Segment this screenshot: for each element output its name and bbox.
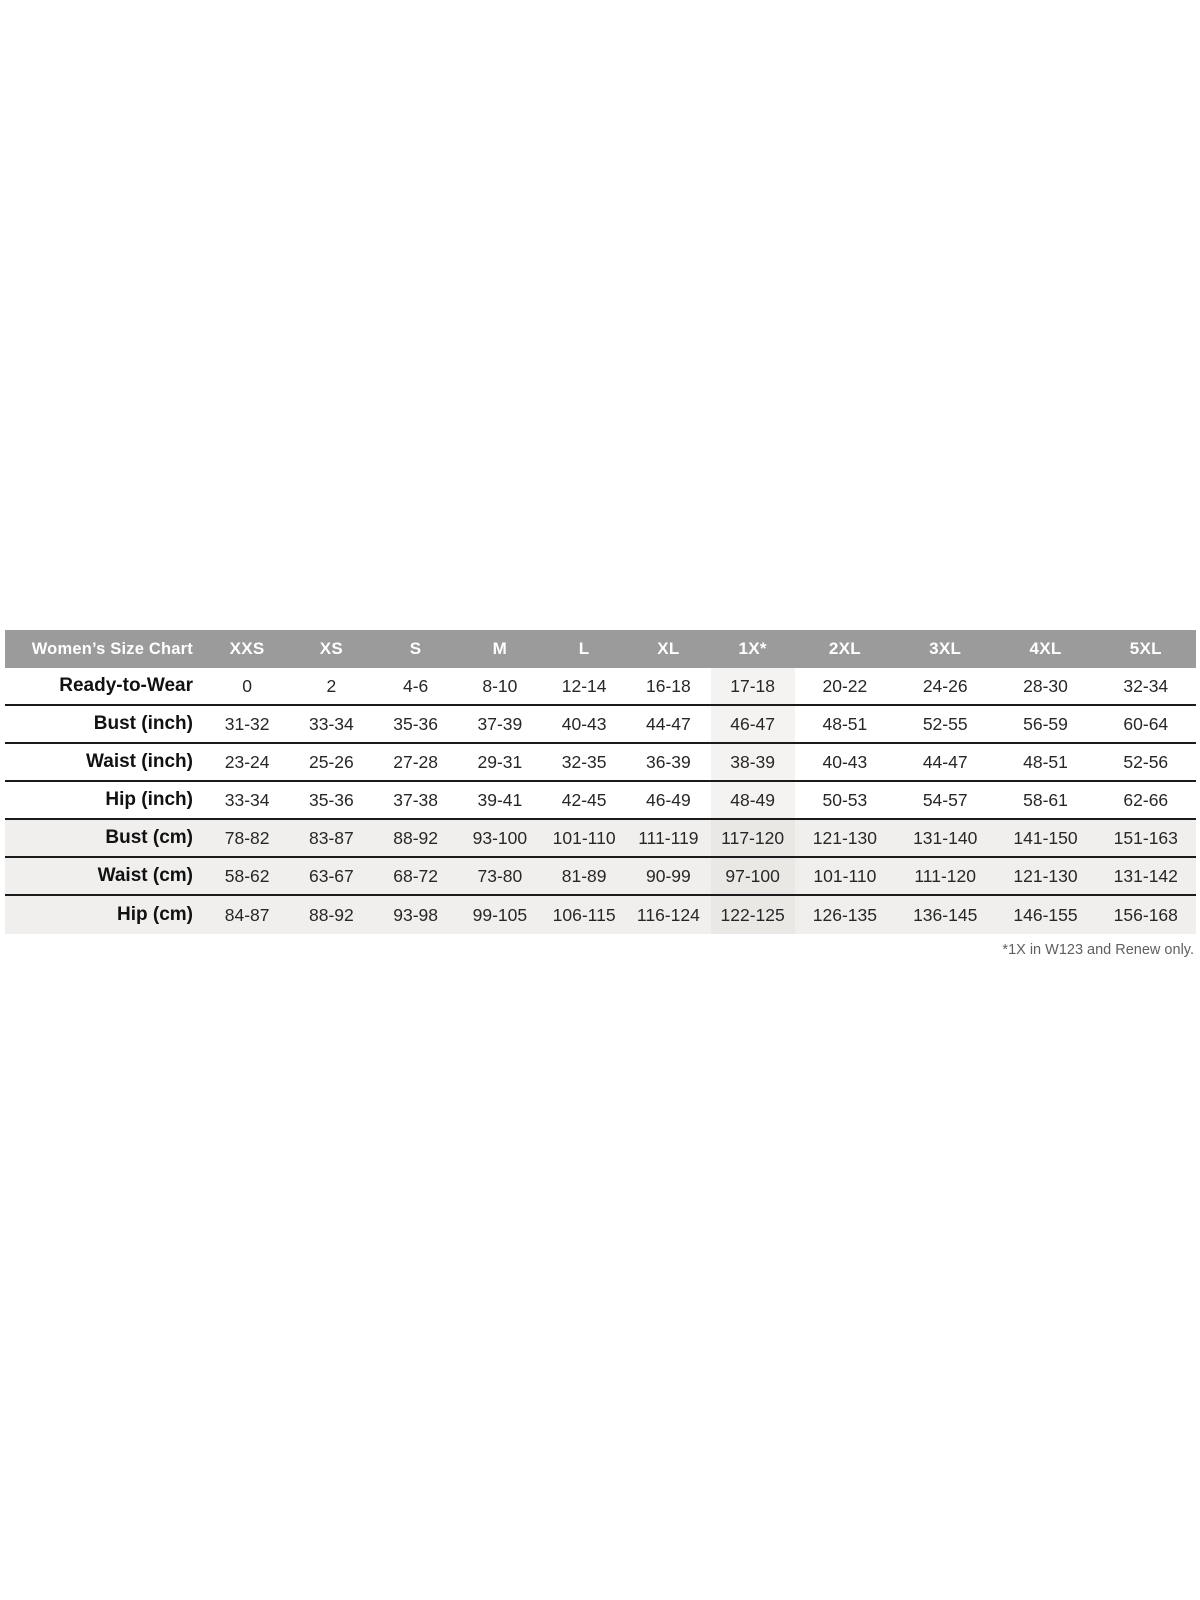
row-label-bust-cm: Bust (cm) [105, 827, 193, 848]
size-column-header-3xl: 3XL [929, 639, 962, 658]
cell-hip-inch-3xl: 54-57 [922, 789, 968, 810]
size-column-header-4xl: 4XL [1029, 639, 1062, 658]
cell-waist-cm-xl: 90-99 [645, 865, 691, 886]
cell-ready-to-wear-1x: 17-18 [711, 668, 795, 704]
cell-hip-cm-xxs: 84-87 [224, 904, 270, 925]
cell-hip-cm-s: 93-98 [393, 904, 438, 925]
cell-bust-cm-m: 93-100 [472, 827, 528, 848]
cell-hip-inch-2xl: 50-53 [822, 789, 868, 810]
womens-size-chart-table [5, 630, 1196, 958]
cell-bust-inch-xl: 44-47 [645, 713, 691, 734]
cell-bust-inch-3xl: 52-55 [922, 713, 968, 734]
cell-bust-cm-xs: 83-87 [308, 827, 354, 848]
size-column-header-2xl: 2XL [828, 639, 861, 658]
cell-bust-cm-5xl: 151-163 [1113, 827, 1178, 848]
cell-waist-cm-m: 73-80 [477, 865, 523, 886]
cell-waist-cm-4xl: 121-130 [1013, 865, 1078, 886]
cell-hip-inch-5xl: 62-66 [1123, 789, 1169, 810]
cell-hip-inch-m: 39-41 [477, 789, 523, 810]
size-column-header-m: M [492, 639, 508, 658]
cell-ready-to-wear-xs: 2 [326, 675, 337, 696]
cell-waist-inch-m: 29-31 [477, 751, 523, 772]
size-chart-header-row [5, 630, 1196, 668]
size-column-header-xxs: XXS [229, 639, 265, 658]
cell-ready-to-wear-xl: 16-18 [645, 675, 691, 696]
cell-waist-inch-5xl: 52-56 [1123, 751, 1169, 772]
cell-bust-inch-2xl: 48-51 [822, 713, 868, 734]
cell-hip-inch-xl: 46-49 [645, 789, 691, 810]
cell-bust-inch-xxs: 31-32 [224, 713, 270, 734]
cell-bust-inch-l: 40-43 [561, 713, 607, 734]
table-row-hip-inch [5, 782, 1196, 820]
size-column-header-s: S [409, 639, 422, 658]
cell-hip-cm-m: 99-105 [472, 904, 528, 925]
row-label-hip-inch: Hip (inch) [105, 789, 193, 810]
cell-bust-cm-2xl: 121-130 [812, 827, 878, 848]
cell-waist-cm-xs: 63-67 [308, 865, 354, 886]
cell-bust-inch-5xl: 60-64 [1123, 713, 1169, 734]
row-label-hip-cm: Hip (cm) [117, 904, 193, 925]
size-chart-footnote: *1X in W123 and Renew only. [1002, 942, 1194, 958]
cell-hip-inch-4xl: 58-61 [1023, 789, 1068, 810]
cell-waist-inch-l: 32-35 [561, 751, 607, 772]
cell-ready-to-wear-xxs: 0 [242, 675, 252, 696]
cell-hip-cm-xs: 88-92 [308, 904, 354, 925]
cell-bust-cm-s: 88-92 [393, 827, 438, 848]
cell-waist-cm-l: 81-89 [561, 865, 607, 886]
cell-bust-inch-4xl: 56-59 [1023, 713, 1068, 734]
cell-hip-cm-xl: 116-124 [636, 904, 700, 925]
table-row-waist-inch [5, 744, 1196, 782]
cell-waist-inch-1x: 38-39 [711, 744, 795, 780]
cell-ready-to-wear-4xl: 28-30 [1023, 675, 1068, 696]
row-label-ready-to-wear: Ready-to-Wear [59, 675, 193, 696]
cell-hip-inch-l: 42-45 [561, 789, 607, 810]
cell-hip-cm-3xl: 136-145 [913, 904, 978, 925]
cell-waist-inch-xxs: 23-24 [224, 751, 270, 772]
cell-hip-cm-5xl: 156-168 [1113, 904, 1178, 925]
cell-hip-cm-4xl: 146-155 [1013, 904, 1078, 925]
cell-ready-to-wear-2xl: 20-22 [822, 675, 868, 696]
cell-bust-cm-l: 101-110 [552, 827, 616, 848]
cell-bust-cm-3xl: 131-140 [913, 827, 978, 848]
cell-ready-to-wear-s: 4-6 [402, 675, 429, 696]
cell-bust-inch-s: 35-36 [393, 713, 438, 734]
cell-hip-cm-1x: 122-125 [711, 896, 795, 934]
cell-waist-cm-s: 68-72 [393, 865, 438, 886]
table-row-ready-to-wear [5, 668, 1196, 706]
table-row-bust-cm [5, 820, 1196, 858]
cell-bust-inch-xs: 33-34 [308, 713, 354, 734]
cell-waist-inch-4xl: 48-51 [1023, 751, 1068, 772]
size-chart-title: Women’s Size Chart [31, 639, 193, 658]
cell-hip-cm-2xl: 126-135 [812, 904, 878, 925]
cell-waist-cm-3xl: 111-120 [914, 865, 977, 886]
row-label-bust-inch: Bust (inch) [93, 713, 193, 734]
table-row-waist-cm [5, 858, 1196, 896]
cell-waist-cm-1x: 97-100 [711, 858, 795, 894]
table-row-hip-cm [5, 896, 1196, 934]
cell-ready-to-wear-m: 8-10 [482, 675, 518, 696]
cell-waist-inch-2xl: 40-43 [822, 751, 868, 772]
size-column-header-l: L [578, 639, 590, 658]
cell-hip-inch-xxs: 33-34 [224, 789, 270, 810]
cell-waist-cm-2xl: 101-110 [813, 865, 877, 886]
row-label-waist-cm: Waist (cm) [97, 865, 193, 886]
size-column-header-xs: XS [319, 639, 344, 658]
size-column-header-xl: XL [657, 639, 680, 658]
cell-waist-inch-xl: 36-39 [645, 751, 691, 772]
cell-ready-to-wear-l: 12-14 [561, 675, 607, 696]
cell-waist-cm-5xl: 131-142 [1113, 865, 1178, 886]
cell-waist-inch-3xl: 44-47 [922, 751, 968, 772]
cell-hip-inch-s: 37-38 [393, 789, 438, 810]
cell-ready-to-wear-5xl: 32-34 [1123, 675, 1169, 696]
cell-hip-inch-1x: 48-49 [711, 782, 795, 818]
cell-ready-to-wear-3xl: 24-26 [922, 675, 968, 696]
cell-bust-cm-xxs: 78-82 [224, 827, 270, 848]
cell-waist-inch-xs: 25-26 [308, 751, 354, 772]
cell-bust-inch-m: 37-39 [477, 713, 523, 734]
cell-waist-cm-xxs: 58-62 [224, 865, 270, 886]
row-label-waist-inch: Waist (inch) [86, 751, 193, 772]
cell-bust-cm-xl: 111-119 [638, 827, 699, 848]
cell-hip-cm-l: 106-115 [552, 904, 616, 925]
cell-bust-cm-4xl: 141-150 [1013, 827, 1078, 848]
cell-waist-inch-s: 27-28 [393, 751, 438, 772]
cell-hip-inch-xs: 35-36 [308, 789, 354, 810]
size-column-header-1x: 1X* [738, 639, 767, 658]
size-column-header-5xl: 5XL [1129, 639, 1162, 658]
size-chart-body [5, 668, 1196, 934]
cell-bust-cm-1x: 117-120 [711, 820, 795, 856]
cell-bust-inch-1x: 46-47 [711, 706, 795, 742]
table-row-bust-inch [5, 706, 1196, 744]
